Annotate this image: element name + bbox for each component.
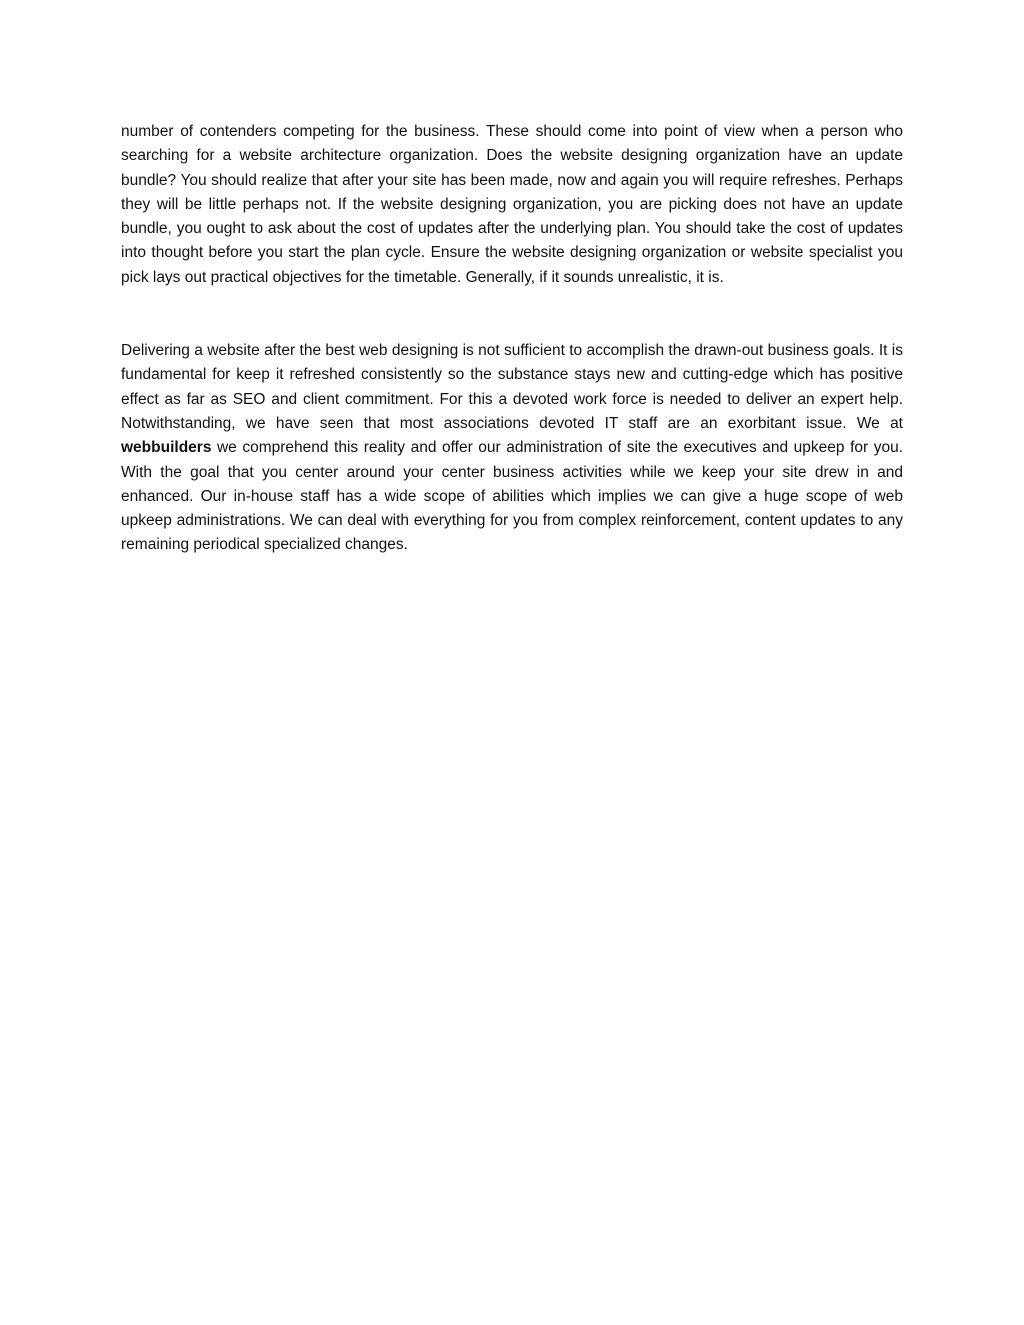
paragraph-2-text-after: we comprehend this reality and offer our administration of site the executives and upkeep for you. With the goal that you center around your center business activities while we keep your site drew in and enhanced. Our in-house staff has a wide scope of abilities which implies we can give a huge scope of web upkeep administrations. We can deal with everything for you from complex reinforcement, content updates to any remaining periodical specialized changes. (121, 439, 903, 554)
paragraph-1-text: number of contenders competing for the business. These should come into point of view when a person who searching for a website architecture organization. Does the website designing organization have an update bundle? You should realize that after your site has been made, now and again you will require refreshes. Perhaps they will be little perhaps not. If the website designing organization, you are picking does not have an update bundle, you ought to ask about the cost of updates after the underlying plan. You should take the cost of updates into thought before you start the plan cycle. Ensure the website designing organization or website specialist you pick lays out practical objectives for the timetable. Generally, if it sounds unrealistic, it is. (121, 123, 903, 286)
paragraph-2-text-before: Delivering a website after the best web designing is not sufficient to accomplish the drawn-out business goals. It is fundamental for keep it refreshed consistently so the substance stays new and cutting-edge which has positive effect as far as SEO and client commitment. For this a devoted work force is needed to deliver an expert help. Notwithstanding, we have seen that most associations devoted IT staff are an exorbitant issue. We at (121, 342, 903, 432)
paragraph-2 (121, 339, 903, 558)
document-body (121, 120, 903, 558)
company-name: webbuilders (121, 439, 212, 457)
paragraph-1 (121, 120, 903, 290)
